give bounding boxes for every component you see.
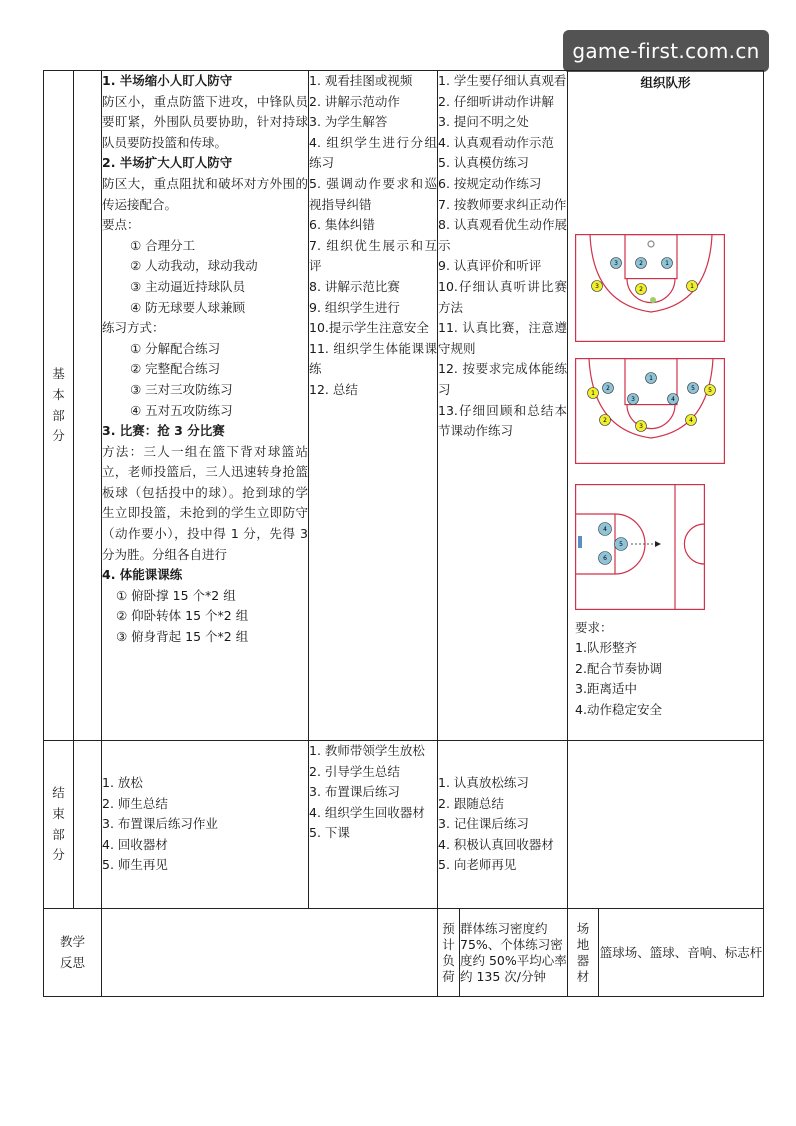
player-label: 4	[671, 395, 675, 403]
content-line: 1. 放松	[102, 775, 143, 791]
teacher-step: 4. 组织学生回收器材	[309, 804, 425, 820]
content-line: ① 分解配合练习	[130, 340, 221, 356]
player-label: 1	[591, 389, 595, 397]
teacher-step: 3. 布置课后练习	[309, 784, 400, 800]
content-heading: 3. 比赛：抢 3 分比赛	[102, 423, 225, 439]
content-heading: 2. 半场扩大人盯人防守	[102, 155, 233, 171]
teacher-step: 1. 教师带领学生放松	[309, 743, 425, 758]
court-diagram-2	[575, 358, 725, 464]
reflection-row	[44, 909, 764, 997]
reflection-content-cell	[102, 909, 438, 997]
vertical-char: 场	[576, 920, 590, 936]
venue-label	[568, 909, 599, 997]
student-step: 2. 仔细听讲动作讲解	[438, 93, 554, 109]
student-step: 4. 积极认真回收器材	[438, 836, 554, 852]
requirement-item: 1.队形整齐	[575, 640, 637, 656]
ending-student-cell	[438, 741, 568, 909]
vertical-char: 基	[52, 366, 65, 382]
vertical-char: 本	[52, 386, 65, 402]
player-label: 3	[639, 422, 643, 430]
vertical-char: 分	[52, 847, 65, 863]
content-line: 要点：	[102, 217, 140, 233]
player-marker	[646, 372, 657, 383]
player-marker	[668, 393, 679, 404]
player-marker	[628, 393, 639, 404]
student-step: 8. 认真观看优生动作展示	[438, 217, 568, 253]
ending-formation-cell	[568, 741, 764, 909]
content-line: 练习方式：	[102, 320, 165, 336]
load-label	[438, 909, 460, 997]
student-step: 5. 认真模仿练习	[438, 155, 529, 171]
student-step: 13.仔细回顾和总结本节课动作练习	[438, 402, 568, 439]
player-label: 2	[639, 285, 643, 293]
teacher-step: 9. 组织学生进行	[309, 299, 400, 315]
load-text: 群体练习密度约 75%、个体练习密度约 50%平均心率约 135 次/分钟	[460, 909, 568, 997]
vertical-char: 计	[442, 936, 455, 952]
player-label: 2	[606, 384, 610, 392]
player-marker	[603, 382, 614, 393]
vertical-char: 束	[52, 805, 65, 821]
player-marker	[599, 522, 612, 535]
content-line: ④ 防无球要人球兼顾	[130, 299, 246, 315]
player-marker	[636, 283, 647, 294]
ending-section-label	[44, 741, 74, 909]
requirement-item: 2.配合节奏协调	[575, 660, 662, 676]
content-line: ① 俯卧撑 15 个*2 组	[116, 587, 236, 603]
content-line: ② 仰卧转体 15 个*2 组	[116, 608, 249, 624]
student-step: 3. 提问不明之处	[438, 114, 529, 130]
player-marker	[636, 420, 647, 431]
blank-col	[74, 71, 102, 741]
student-step: 3. 记住课后练习	[438, 816, 529, 832]
content-line: 防区小，重点防篮下进攻，中锋队员要盯紧，外围队员要协助，针对持球队员要防投篮和传球。	[102, 93, 308, 150]
teacher-step: 2. 讲解示范动作	[309, 93, 400, 109]
player-marker	[592, 280, 603, 291]
content-line: 5. 师生再见	[102, 857, 168, 873]
vertical-char: 荷	[442, 968, 455, 984]
vertical-char: 材	[576, 968, 590, 984]
teacher-step: 8. 讲解示范比赛	[309, 278, 400, 294]
player-marker	[662, 257, 673, 268]
teacher-step: 3. 为学生解答	[309, 114, 388, 130]
student-step: 11. 认真比赛，注意遵守规则	[438, 320, 568, 356]
formation-title: 组织队形	[640, 75, 691, 90]
teacher-step: 6. 集体纠错	[309, 217, 375, 233]
content-line: 4. 回收器材	[102, 836, 168, 852]
court-diagram-3	[575, 484, 705, 610]
content-line: ③ 主动逼近持球队员	[130, 278, 246, 294]
student-step: 7. 按教师要求纠正动作	[438, 196, 567, 212]
teacher-step: 4. 组织学生进行分组练习	[309, 134, 437, 171]
content-line: ② 完整配合练习	[130, 361, 221, 377]
vertical-char: 分	[52, 428, 65, 444]
reflection-label	[44, 909, 102, 997]
player-label: 6	[603, 554, 607, 562]
player-label: 1	[649, 374, 653, 382]
student-step: 6. 按规定动作练习	[438, 175, 542, 191]
player-label: 4	[689, 416, 693, 424]
player-marker	[636, 257, 647, 268]
player-marker	[687, 280, 698, 291]
vertical-char: 地	[576, 936, 590, 952]
teacher-step: 5. 下课	[309, 825, 350, 841]
player-marker	[599, 551, 612, 564]
content-line: 3. 布置课后练习作业	[102, 816, 218, 832]
player-label: 2	[603, 416, 607, 424]
player-label: 4	[603, 525, 607, 533]
content-line: ④ 五对五攻防练习	[130, 402, 233, 418]
court-diagram-1	[575, 234, 725, 342]
content-line: ② 人动我动，球动我动	[130, 258, 258, 274]
formation-cell	[568, 71, 764, 741]
player-marker	[705, 384, 716, 395]
vertical-char: 教学	[59, 933, 85, 949]
student-step: 4. 认真观看动作示范	[438, 134, 554, 150]
vertical-char: 器	[576, 952, 590, 968]
venue-text: 篮球场、篮球、音响、标志杆	[599, 909, 764, 997]
basic-student-cell	[438, 71, 568, 741]
vertical-char: 负	[442, 952, 455, 968]
basic-content-cell	[102, 71, 309, 741]
lesson-plan-table	[43, 70, 764, 997]
content-line: 方法：三人一组在篮下背对球篮站立，老师投篮后，三人迅速转身抢篮板球（包括投中的球）。抢到球的学生立即投篮，未抢到的学生立即防守（动作要小），投中得 1 分，先得 3 分为胜。分组各自进行	[102, 443, 308, 562]
requirement-item: 3.距离适中	[575, 681, 637, 697]
ending-row	[44, 741, 764, 909]
player-marker	[686, 414, 697, 425]
vertical-char: 反思	[59, 954, 85, 970]
ball-marker	[650, 297, 656, 303]
player-label: 3	[614, 259, 618, 267]
player-label: 5	[691, 384, 695, 392]
player-label: 1	[665, 259, 669, 267]
basic-row	[44, 71, 764, 741]
requirements-title: 要求：	[575, 619, 613, 635]
player-label: 3	[631, 395, 635, 403]
basic-section-label	[44, 71, 74, 741]
content-line: 防区大，重点阻扰和破坏对方外围的传运接配合。	[102, 175, 308, 212]
student-step: 1. 认真放松练习	[438, 775, 529, 791]
watermark: game-first.com.cn	[563, 30, 769, 72]
player-marker	[588, 387, 599, 398]
ending-content-cell	[102, 741, 309, 909]
player-label: 3	[595, 282, 599, 290]
player-label: 1	[690, 282, 694, 290]
player-marker	[615, 537, 628, 550]
content-heading: 4. 体能课课练	[102, 567, 183, 583]
vertical-char: 预	[442, 920, 455, 936]
content-line: ① 合理分工	[130, 237, 196, 253]
teacher-step: 5. 强调动作要求和巡视指导纠错	[309, 175, 437, 212]
student-step: 5. 向老师再见	[438, 857, 517, 873]
player-label: 2	[639, 259, 643, 267]
player-marker	[688, 382, 699, 393]
student-step: 2. 跟随总结	[438, 795, 504, 811]
student-step: 10.仔细认真听讲比赛方法	[438, 278, 568, 315]
player-label: 5	[708, 386, 712, 394]
teacher-step: 12. 总结	[309, 381, 358, 397]
player-marker	[600, 414, 611, 425]
blank-col	[74, 741, 102, 909]
ending-teacher-cell	[309, 741, 438, 909]
basic-teacher-cell	[309, 71, 438, 741]
vertical-char: 部	[52, 826, 65, 842]
teacher-step: 1. 观看挂图或视频	[309, 73, 413, 88]
teacher-step: 11. 组织学生体能课课练	[309, 340, 437, 377]
student-step: 9. 认真评价和听评	[438, 258, 542, 274]
teacher-step: 7. 组织优生展示和互评	[309, 237, 437, 274]
student-step: 12. 按要求完成体能练习	[438, 361, 568, 397]
content-line: 2. 师生总结	[102, 795, 168, 811]
player-label: 5	[619, 540, 623, 548]
content-heading: 1. 半场缩小人盯人防守	[102, 73, 233, 88]
requirements-list	[568, 638, 763, 720]
vertical-char: 部	[52, 407, 65, 423]
content-line: ③ 三对三攻防练习	[130, 381, 233, 397]
teacher-step: 2. 引导学生总结	[309, 763, 400, 779]
requirement-item: 4.动作稳定安全	[575, 701, 662, 717]
content-line: ③ 俯身背起 15 个*2 组	[116, 629, 249, 645]
teacher-step: 10.提示学生注意安全	[309, 320, 429, 336]
student-step: 1. 学生要仔细认真观看	[438, 73, 567, 88]
vertical-char: 结	[52, 785, 65, 801]
player-marker	[611, 257, 622, 268]
